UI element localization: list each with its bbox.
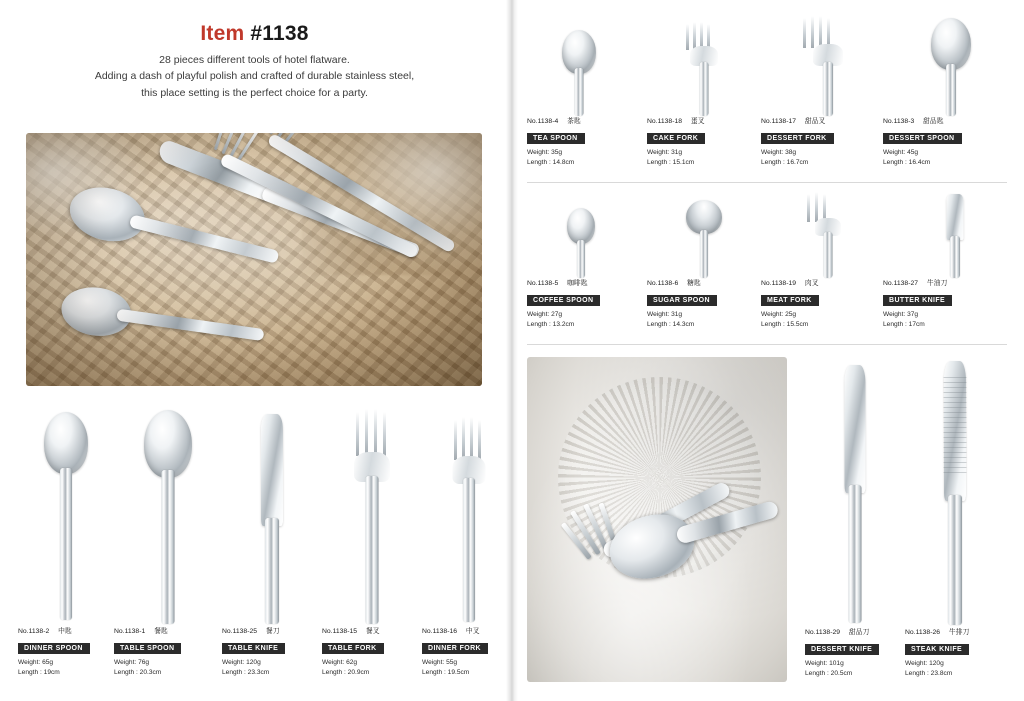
utensil-handle: [700, 230, 708, 278]
fork-tine: [803, 18, 806, 48]
product-code-line: [761, 118, 883, 125]
product-code-cn: 中叉: [465, 628, 480, 635]
product-code-cn: 甜品刀: [848, 629, 870, 636]
product-weight: Weight: 37g: [883, 311, 919, 319]
product-code: No.1138-3: [883, 118, 915, 125]
product-illustration-steak-knife: [905, 357, 1005, 629]
product-illustration-table-knife: [222, 408, 322, 628]
utensil-drawing: [322, 408, 422, 628]
utensil-drawing: [905, 357, 1005, 629]
product-illustration-table-spoon: [114, 408, 222, 628]
product-spec: [422, 658, 516, 678]
product-code: No.1138-4: [527, 118, 559, 125]
product-length: Length : 20.3cm: [114, 669, 162, 677]
right-product-row-3: [805, 357, 1015, 679]
page-title-word: Item: [200, 22, 245, 45]
product-length: Length : 19cm: [18, 669, 60, 677]
product-weight: Weight: 62g: [322, 659, 358, 667]
subtitle-line-3: this place setting is the perfect choice for a party.: [141, 86, 368, 99]
product-spec: [647, 148, 761, 168]
product-spec: [527, 310, 647, 330]
product-cell[interactable]: [422, 408, 516, 678]
product-length: Length : 14.8cm: [527, 159, 575, 167]
product-weight: Weight: 35g: [527, 149, 563, 157]
utensil-drawing: [222, 408, 322, 628]
product-weight: Weight: 31g: [647, 311, 683, 319]
page-title: [0, 22, 509, 46]
utensil-handle: [700, 62, 709, 116]
fork-tine: [470, 417, 473, 460]
product-illustration-dinner-spoon: [18, 408, 114, 628]
left-product-row: [18, 408, 498, 678]
product-code-line: [322, 628, 422, 635]
utensil-drawing: [114, 408, 222, 628]
product-name-tag: DESSERT SPOON: [883, 133, 962, 144]
knife-blade: [261, 414, 283, 526]
utensil-drawing: [527, 190, 647, 280]
product-code-line: [761, 280, 883, 287]
fork-tine: [365, 409, 368, 456]
product-length: Length : 13.2cm: [527, 321, 575, 329]
product-code: No.1138-16: [422, 628, 458, 635]
product-weight: Weight: 120g: [905, 660, 944, 668]
product-weight: Weight: 65g: [18, 659, 54, 667]
utensil-handle: [265, 518, 279, 624]
product-illustration-butter-knife: [883, 190, 1007, 280]
product-name-tag: STEAK KNIFE: [905, 644, 969, 655]
product-name-tag: DINNER FORK: [422, 643, 488, 654]
product-cell[interactable]: [322, 408, 422, 678]
product-code-cn: 餐匙: [154, 628, 168, 635]
utensil-drawing: [647, 190, 761, 280]
utensil-handle: [577, 240, 585, 278]
fork-tine: [383, 412, 386, 456]
fork-tine: [815, 192, 818, 222]
spoon-bowl: [567, 208, 595, 244]
fork-tine: [374, 409, 377, 456]
product-code-cn: 牛油刀: [926, 280, 948, 287]
product-length: Length : 15.1cm: [647, 159, 695, 167]
hero-vignette: [26, 133, 482, 386]
product-illustration-cake-fork: [647, 14, 761, 118]
product-weight: Weight: 45g: [883, 149, 919, 157]
photo-spoon-bowl: [602, 505, 702, 588]
utensil-handle: [575, 68, 584, 116]
product-code: No.1138-5: [527, 280, 559, 287]
product-name-tag: DESSERT FORK: [761, 133, 834, 144]
sugar-spoon-shell-bowl: [686, 200, 722, 234]
product-code: No.1138-27: [883, 280, 919, 287]
knife-blade: [947, 194, 964, 240]
product-name-tag: DESSERT KNIFE: [805, 644, 879, 655]
product-name-tag: TABLE KNIFE: [222, 643, 285, 654]
product-weight: Weight: 76g: [114, 659, 150, 667]
right-product-row-1: [527, 14, 1007, 168]
product-weight: Weight: 120g: [222, 659, 261, 667]
product-code-cn: 餐叉: [365, 628, 380, 635]
product-illustration-dessert-spoon: [883, 14, 1007, 118]
product-spec: [114, 658, 222, 678]
subtitle-line-1: 28 pieces different tools of hotel flatware.: [159, 54, 350, 66]
product-length: Length : 17cm: [883, 321, 925, 329]
utensil-handle: [946, 64, 956, 116]
utensil-handle: [948, 495, 962, 625]
page-title-number: #1138: [250, 22, 309, 45]
product-code-cn: 甜品匙: [923, 118, 944, 125]
right-page: [509, 0, 1024, 701]
utensil-handle: [950, 236, 960, 278]
product-code-cn: 牛排刀: [948, 629, 970, 636]
product-weight: Weight: 101g: [805, 660, 844, 668]
product-spec: [761, 148, 883, 168]
product-illustration-meat-fork: [761, 190, 883, 280]
utensil-drawing: [422, 408, 516, 628]
product-code-line: [647, 280, 761, 287]
product-cell[interactable]: [905, 357, 1005, 679]
product-code: No.1138-18: [647, 118, 683, 125]
product-cell[interactable]: [527, 14, 647, 168]
product-code-line: [422, 628, 516, 635]
product-name-tag: COFFEE SPOON: [527, 295, 600, 306]
product-code-line: [647, 118, 761, 125]
product-spec: [527, 148, 647, 168]
row-divider-1: [527, 182, 1007, 183]
product-code-cn: 中匙: [58, 628, 72, 635]
product-length: Length : 16.7cm: [761, 159, 809, 167]
left-page: [0, 0, 509, 701]
product-length: Length : 20.5cm: [805, 670, 853, 678]
utensil-handle: [463, 478, 475, 622]
product-weight: Weight: 25g: [761, 311, 797, 319]
product-name-tag: TABLE FORK: [322, 643, 384, 654]
product-code: No.1138-17: [761, 118, 797, 125]
product-illustration-tea-spoon: [527, 14, 647, 118]
utensil-handle: [849, 485, 862, 623]
product-cell[interactable]: [114, 408, 222, 678]
product-name-tag: SUGAR SPOON: [647, 295, 717, 306]
product-cell[interactable]: [222, 408, 322, 678]
product-illustration-coffee-spoon: [527, 190, 647, 280]
product-code: No.1138-2: [18, 628, 50, 635]
product-length: Length : 19.5cm: [422, 669, 470, 677]
product-name-tag: TABLE SPOON: [114, 643, 181, 654]
product-name-tag: BUTTER KNIFE: [883, 295, 952, 306]
fork-tine: [807, 194, 810, 222]
product-code-line: [527, 118, 647, 125]
product-name-tag: TEA SPOON: [527, 133, 585, 144]
product-cell[interactable]: [761, 190, 883, 330]
product-code-line: [883, 280, 1007, 287]
product-cell[interactable]: [805, 357, 905, 679]
utensil-drawing: [647, 14, 761, 118]
product-code-cn: 糖匙: [687, 280, 701, 287]
product-spec: [322, 658, 422, 678]
product-illustration-dessert-knife: [805, 357, 905, 629]
product-illustration-sugar-spoon: [647, 190, 761, 280]
utensil-handle: [60, 468, 72, 620]
product-cell[interactable]: [647, 14, 761, 168]
utensil-handle: [824, 232, 833, 278]
product-spec: [761, 310, 883, 330]
product-illustration-dessert-fork: [761, 14, 883, 118]
knife-blade: [845, 365, 866, 493]
product-spec: [883, 148, 1007, 168]
product-code-line: [114, 628, 222, 635]
product-code-line: [883, 118, 1007, 125]
product-cell[interactable]: [883, 14, 1007, 168]
product-code-cn: 甜品叉: [804, 118, 826, 125]
product-code-cn: 蛋叉: [690, 118, 705, 125]
product-weight: Weight: 27g: [527, 311, 563, 319]
hero-photo-flatware-on-woven-mat: [26, 133, 482, 386]
fork-tine: [478, 420, 481, 460]
utensil-drawing: [805, 357, 905, 629]
product-spec: [883, 310, 1007, 330]
utensil-drawing: [18, 408, 114, 628]
page-subtitle: [45, 52, 465, 101]
product-spec: [905, 659, 1005, 679]
product-illustration-dinner-fork: [422, 408, 516, 628]
product-code-line: [18, 628, 114, 635]
product-code-line: [805, 629, 905, 636]
product-name-tag: DINNER SPOON: [18, 643, 90, 654]
product-code: No.1138-1: [114, 628, 146, 635]
utensil-handle: [162, 470, 175, 624]
product-cell[interactable]: [761, 14, 883, 168]
product-code: No.1138-15: [322, 628, 358, 635]
product-illustration-table-fork: [322, 408, 422, 628]
product-cell[interactable]: [647, 190, 761, 330]
utensil-handle: [366, 476, 379, 624]
product-cell[interactable]: [883, 190, 1007, 330]
product-cell[interactable]: [527, 190, 647, 330]
product-weight: Weight: 55g: [422, 659, 458, 667]
product-length: Length : 16.4cm: [883, 159, 931, 167]
product-spec: [647, 310, 761, 330]
product-weight: Weight: 38g: [761, 149, 797, 157]
product-length: Length : 23.3cm: [222, 669, 270, 677]
secondary-photo-fork-and-spoon-on-plate: [527, 357, 787, 682]
product-code-line: [905, 629, 1005, 636]
product-length: Length : 20.9cm: [322, 669, 370, 677]
product-length: Length : 23.8cm: [905, 670, 953, 678]
product-weight: Weight: 31g: [647, 149, 683, 157]
product-spec: [18, 658, 114, 678]
row-divider-2: [527, 344, 1007, 345]
product-code-cn: 咖啡匙: [567, 280, 588, 287]
utensil-drawing: [761, 14, 883, 118]
product-code: No.1138-29: [805, 629, 841, 636]
utensil-drawing: [761, 190, 883, 280]
serration-edge: [944, 377, 967, 473]
utensil-drawing: [527, 14, 647, 118]
product-code: No.1138-19: [761, 280, 797, 287]
product-spec: [222, 658, 322, 678]
product-code-cn: 餐刀: [265, 628, 280, 635]
right-product-row-2: [527, 190, 1007, 330]
product-code-cn: 肉叉: [804, 280, 819, 287]
product-code: No.1138-6: [647, 280, 679, 287]
fork-tine: [454, 420, 457, 460]
product-spec: [805, 659, 905, 679]
spoon-bowl: [144, 410, 192, 478]
product-code-cn: 茶匙: [567, 118, 581, 125]
product-name-tag: CAKE FORK: [647, 133, 705, 144]
product-code: No.1138-25: [222, 628, 258, 635]
utensil-handle: [823, 62, 833, 116]
fork-tine: [686, 24, 689, 50]
fork-tine: [811, 16, 814, 48]
product-cell[interactable]: [18, 408, 114, 678]
product-length: Length : 14.3cm: [647, 321, 695, 329]
product-code: No.1138-26: [905, 629, 941, 636]
spoon-bowl: [931, 18, 971, 70]
fork-tine: [462, 417, 465, 460]
product-code-line: [222, 628, 322, 635]
subtitle-line-2: Adding a dash of playful polish and crafted of durable stainless steel,: [94, 70, 415, 83]
product-name-tag: MEAT FORK: [761, 295, 819, 306]
product-length: Length : 15.5cm: [761, 321, 809, 329]
spoon-bowl: [44, 412, 88, 474]
photo-spoon-handle: [675, 500, 780, 545]
utensil-drawing: [883, 14, 1007, 118]
product-code-line: [527, 280, 647, 287]
utensil-drawing: [883, 190, 1007, 280]
fork-tine: [356, 412, 359, 456]
